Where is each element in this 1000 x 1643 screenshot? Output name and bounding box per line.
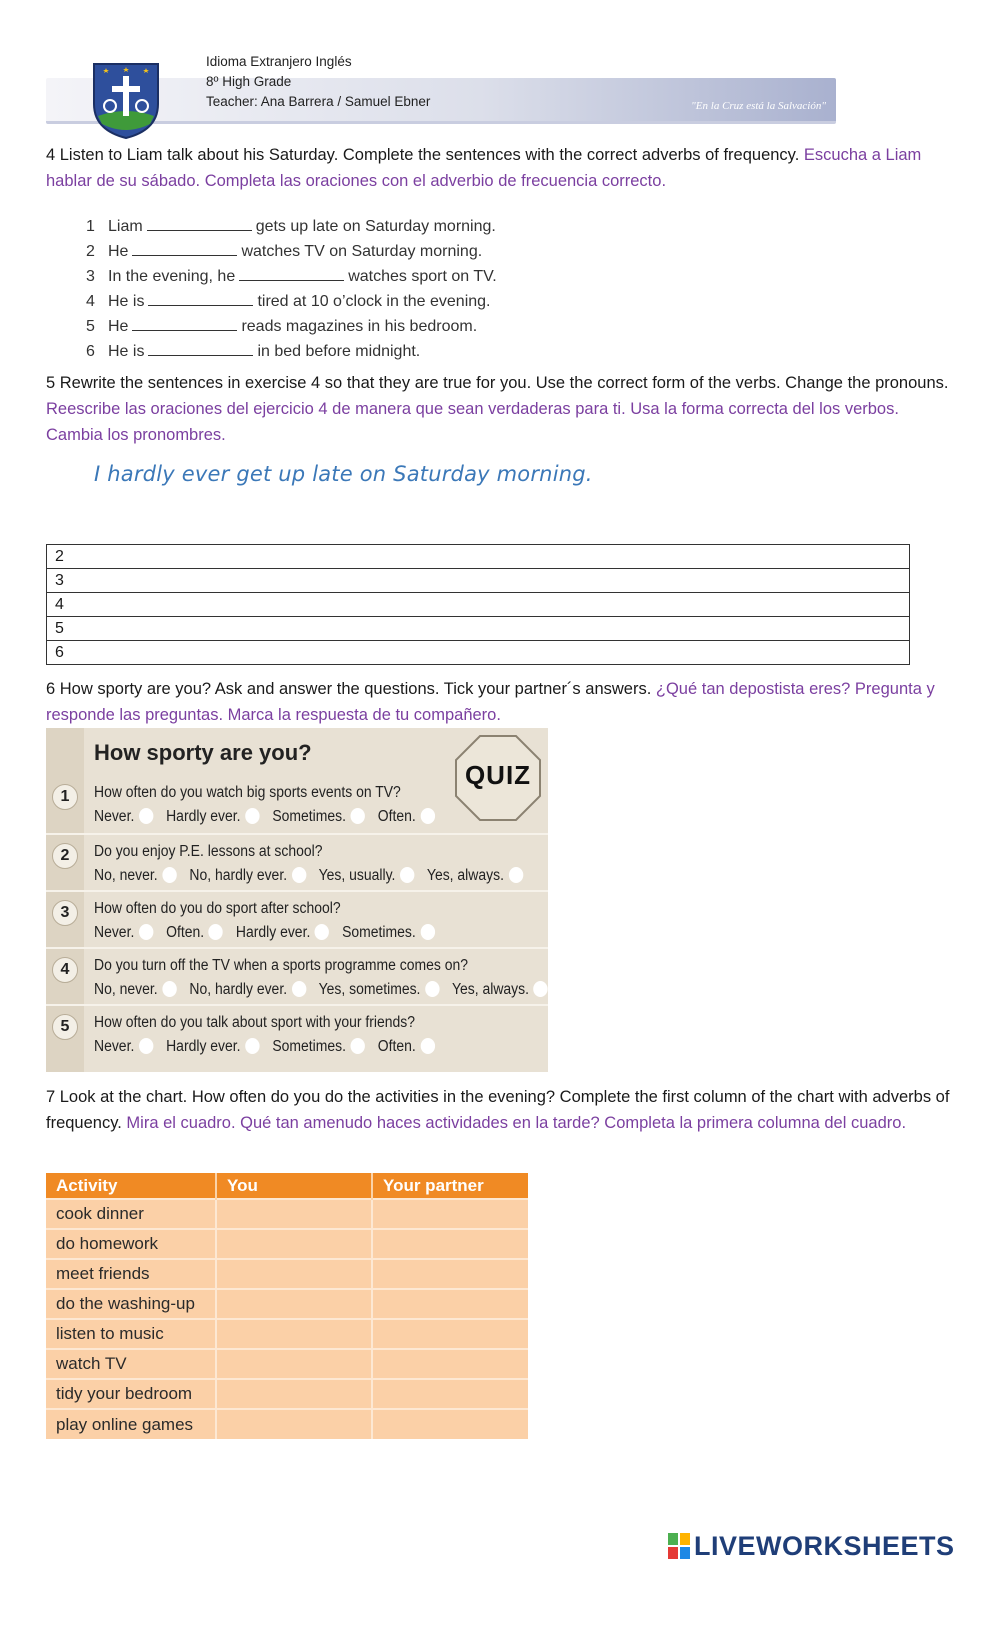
question-options xyxy=(94,981,557,999)
sentence-1 xyxy=(86,214,497,239)
activity-label: play online games xyxy=(46,1409,216,1439)
quiz-question-4 xyxy=(46,947,548,1003)
partner-answer-cell[interactable] xyxy=(372,1229,528,1259)
activity-row xyxy=(46,1349,528,1379)
question-number: 4 xyxy=(52,957,78,983)
you-answer-cell[interactable] xyxy=(216,1199,372,1229)
quiz-title: How sporty are you? xyxy=(94,740,312,765)
sentence-end: watches TV on Saturday morning. xyxy=(241,243,483,260)
quiz-question-3 xyxy=(46,890,548,946)
page-header xyxy=(46,48,846,138)
you-answer-cell[interactable] xyxy=(216,1289,372,1319)
sentence-start: He xyxy=(108,318,129,335)
quiz-question-5 xyxy=(46,1004,548,1060)
radio-circle-icon[interactable] xyxy=(315,924,329,940)
radio-circle-icon[interactable] xyxy=(350,1038,364,1054)
question-number: 5 xyxy=(52,1014,78,1040)
you-answer-cell[interactable] xyxy=(216,1409,372,1439)
chart-header-row xyxy=(46,1173,528,1199)
sentence-number: 3 xyxy=(86,268,95,285)
radio-circle-icon[interactable] xyxy=(292,867,306,883)
sentence-number: 6 xyxy=(86,343,95,360)
answer-cell[interactable]: 3 xyxy=(47,569,910,593)
activity-row xyxy=(46,1259,528,1289)
activity-label: do the washing-up xyxy=(46,1289,216,1319)
option[interactable]: Hardly ever. xyxy=(236,924,329,941)
question-text: How often do you watch big sports events on TV? xyxy=(94,784,401,801)
option[interactable]: Yes, always. xyxy=(427,867,523,884)
sentence-4 xyxy=(86,289,497,314)
sentence-3 xyxy=(86,264,497,289)
option[interactable]: Yes, always. xyxy=(452,981,548,998)
exercise-4-instructions xyxy=(46,142,960,194)
answer-row[interactable] xyxy=(47,569,910,593)
answer-row[interactable] xyxy=(47,617,910,641)
option[interactable]: Hardly ever. xyxy=(166,1038,259,1055)
partner-answer-cell[interactable] xyxy=(372,1349,528,1379)
you-answer-cell[interactable] xyxy=(216,1379,372,1409)
question-number: 3 xyxy=(52,900,78,926)
activity-label: do homework xyxy=(46,1229,216,1259)
sentence-end: tired at 10 o’clock in the evening. xyxy=(257,293,491,310)
exercise-4-spanish: Escucha a Liam hablar de su sábado. Completa las oraciones con el adverbio de frecuencia correcto. xyxy=(46,146,922,190)
sporty-quiz xyxy=(46,728,548,1072)
question-text: Do you turn off the TV when a sports programme comes on? xyxy=(94,957,469,974)
example-sentence: I hardly ever get up late on Saturday morning. xyxy=(94,462,593,486)
header-subject: Idioma Extranjero Inglés xyxy=(206,54,352,69)
exercise-7-instructions xyxy=(46,1084,960,1136)
sentence-5 xyxy=(86,314,497,339)
radio-circle-icon[interactable] xyxy=(245,808,259,824)
option[interactable]: No, hardly ever. xyxy=(189,981,306,998)
sentence-end: in bed before midnight. xyxy=(257,343,421,360)
partner-answer-cell[interactable] xyxy=(372,1319,528,1349)
activity-label: listen to music xyxy=(46,1319,216,1349)
exercise-7-spanish: Mira el cuadro. Qué tan amenudo haces actividades en la tarde? Completa la primera columna del cuadro. xyxy=(126,1114,907,1132)
activity-chart xyxy=(46,1173,528,1439)
exercise-6-english: 6 How sporty are you? Ask and answer the questions. Tick your partner´s answers. xyxy=(46,680,652,698)
school-crest-icon xyxy=(90,58,162,140)
question-number: 1 xyxy=(52,784,78,810)
activity-row xyxy=(46,1199,528,1229)
activity-label: watch TV xyxy=(46,1349,216,1379)
option[interactable]: Hardly ever. xyxy=(166,808,259,825)
option[interactable]: No, never. xyxy=(94,981,176,998)
option[interactable]: Never. xyxy=(94,808,153,825)
radio-circle-icon[interactable] xyxy=(139,924,153,940)
question-options xyxy=(94,924,444,942)
answer-row[interactable] xyxy=(47,593,910,617)
you-answer-cell[interactable] xyxy=(216,1319,372,1349)
answer-row[interactable] xyxy=(47,641,910,665)
sentence-number: 4 xyxy=(86,293,95,310)
activity-row xyxy=(46,1409,528,1439)
activity-row xyxy=(46,1379,528,1409)
option[interactable]: Never. xyxy=(94,1038,153,1055)
quiz-question-2 xyxy=(46,833,548,889)
you-answer-cell[interactable] xyxy=(216,1349,372,1379)
sentence-end: reads magazines in his bedroom. xyxy=(241,318,478,335)
answer-blank[interactable] xyxy=(148,342,253,356)
activity-label: cook dinner xyxy=(46,1199,216,1229)
sentence-start: He xyxy=(108,243,129,260)
liveworksheets-footer xyxy=(668,1530,955,1562)
sentence-2 xyxy=(86,239,497,264)
sentence-number: 5 xyxy=(86,318,95,335)
exercise-6-instructions xyxy=(46,676,960,728)
radio-circle-icon[interactable] xyxy=(425,981,439,997)
question-text: Do you enjoy P.E. lessons at school? xyxy=(94,843,323,860)
answer-cell[interactable]: 5 xyxy=(47,617,910,641)
answer-blank[interactable] xyxy=(132,317,237,331)
radio-circle-icon[interactable] xyxy=(209,924,223,940)
header-text xyxy=(206,52,430,112)
radio-circle-icon[interactable] xyxy=(533,981,547,997)
header-you: You xyxy=(216,1173,372,1199)
exercise-5-english: 5 Rewrite the sentences in exercise 4 so that they are true for you. Use the correct form of the verbs. Change the pronouns. xyxy=(46,374,949,392)
question-options xyxy=(94,1038,444,1056)
answer-cell[interactable]: 6 xyxy=(47,641,910,665)
radio-circle-icon[interactable] xyxy=(350,808,364,824)
answer-blank[interactable] xyxy=(239,267,344,281)
sentence-start: Liam xyxy=(108,218,143,235)
activity-row xyxy=(46,1319,528,1349)
answer-cell[interactable]: 2 xyxy=(47,545,910,569)
you-answer-cell[interactable] xyxy=(216,1259,372,1289)
answer-blank[interactable] xyxy=(132,242,237,256)
partner-answer-cell[interactable] xyxy=(372,1409,528,1439)
sentence-start: In the evening, he xyxy=(108,268,236,285)
radio-circle-icon[interactable] xyxy=(139,1038,153,1054)
sentence-end: gets up late on Saturday morning. xyxy=(255,218,496,235)
question-text: How often do you do sport after school? xyxy=(94,900,341,917)
answer-blank[interactable] xyxy=(148,292,253,306)
partner-answer-cell[interactable] xyxy=(372,1199,528,1229)
radio-circle-icon[interactable] xyxy=(162,981,176,997)
radio-circle-icon[interactable] xyxy=(420,924,434,940)
sentence-number: 2 xyxy=(86,243,95,260)
radio-circle-icon[interactable] xyxy=(245,1038,259,1054)
exercise-7-english: 7 Look at the chart. How often do you do the activities in the evening? Complete the first column of the chart with adverbs of frequency. xyxy=(46,1088,950,1132)
header-motto: "En la Cruz está la Salvación" xyxy=(691,100,826,112)
activity-label: tidy your bedroom xyxy=(46,1379,216,1409)
option[interactable]: Sometimes. xyxy=(272,1038,365,1055)
header-activity: Activity xyxy=(46,1173,216,1199)
sentence-start: He is xyxy=(108,343,145,360)
exercise-4-english: 4 Listen to Liam talk about his Saturday. Complete the sentences with the correct adverbs of frequency. xyxy=(46,146,800,164)
sentence-number: 1 xyxy=(86,218,95,235)
activity-row xyxy=(46,1229,528,1259)
sentence-start: He is xyxy=(108,293,145,310)
exercise-6-spanish: ¿Qué tan depostista eres? Pregunta y responde las preguntas. Marca la respuesta de tu compañero. xyxy=(46,680,935,724)
option[interactable]: No, never. xyxy=(94,867,176,884)
exercise-5-instructions xyxy=(46,370,960,448)
sentence-end: watches sport on TV. xyxy=(348,268,497,285)
header-teacher: Teacher: Ana Barrera / Samuel Ebner xyxy=(206,94,431,109)
radio-circle-icon[interactable] xyxy=(162,867,176,883)
liveworksheets-logo-icon xyxy=(668,1533,690,1559)
header-grade: 8º High Grade xyxy=(206,74,292,89)
question-number: 2 xyxy=(52,843,78,869)
partner-answer-cell[interactable] xyxy=(372,1379,528,1409)
question-options xyxy=(94,808,444,826)
option[interactable]: Yes, usually. xyxy=(319,867,415,884)
option[interactable]: Often. xyxy=(378,1038,435,1055)
radio-circle-icon[interactable] xyxy=(420,1038,434,1054)
answer-cell[interactable]: 4 xyxy=(47,593,910,617)
radio-circle-icon[interactable] xyxy=(292,981,306,997)
brand-name: LIVEWORKSHEETS xyxy=(694,1530,955,1561)
option[interactable]: Never. xyxy=(94,924,153,941)
option[interactable]: Sometimes. xyxy=(272,808,365,825)
exercise-5-answer-table xyxy=(46,544,910,665)
option[interactable]: Often. xyxy=(378,808,435,825)
radio-circle-icon[interactable] xyxy=(420,808,434,824)
you-answer-cell[interactable] xyxy=(216,1229,372,1259)
exercise-4-sentences xyxy=(86,214,497,364)
answer-blank[interactable] xyxy=(147,217,252,231)
option[interactable]: Sometimes. xyxy=(342,924,435,941)
header-partner: Your partner xyxy=(372,1173,528,1199)
quiz-question-1 xyxy=(46,776,548,832)
exercise-5-spanish: Reescribe las oraciones del ejercicio 4 de manera que sean verdaderas para ti. Usa la forma correcta del los verbos. Cambia los pronombres. xyxy=(46,400,899,444)
answer-row[interactable] xyxy=(47,545,910,569)
sentence-6 xyxy=(86,339,497,364)
quiz-badge-label: QUIZ xyxy=(464,760,532,790)
option[interactable]: Yes, sometimes. xyxy=(319,981,440,998)
radio-circle-icon[interactable] xyxy=(508,867,522,883)
activity-row xyxy=(46,1289,528,1319)
partner-answer-cell[interactable] xyxy=(372,1289,528,1319)
radio-circle-icon[interactable] xyxy=(139,808,153,824)
option[interactable]: No, hardly ever. xyxy=(189,867,306,884)
activity-label: meet friends xyxy=(46,1259,216,1289)
question-text: How often do you talk about sport with your friends? xyxy=(94,1014,416,1031)
question-options xyxy=(94,867,532,885)
radio-circle-icon[interactable] xyxy=(400,867,414,883)
option[interactable]: Often. xyxy=(166,924,223,941)
partner-answer-cell[interactable] xyxy=(372,1259,528,1289)
